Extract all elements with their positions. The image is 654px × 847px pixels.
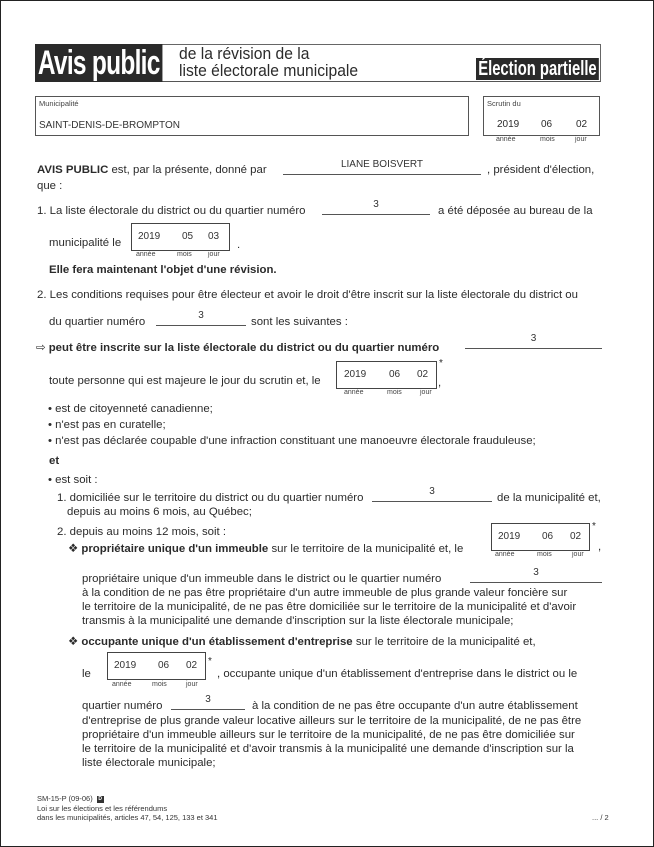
- section1-line1-after: a été déposée au bureau de la: [438, 205, 593, 217]
- caption-year: année: [136, 251, 156, 258]
- caption-month: mois: [177, 251, 192, 258]
- caption-year: année: [112, 681, 132, 688]
- subtitle-line-2: liste électorale municipale: [179, 61, 359, 80]
- date-year: 2019: [498, 531, 521, 542]
- owner-line3: à la condition de ne pas être propriétaire d'un autre immeuble de plus grande valeur foncière sur: [82, 587, 568, 599]
- owner-district-field[interactable]: 3: [470, 568, 602, 583]
- date-month: 06: [542, 531, 554, 542]
- date-day: 02: [570, 531, 582, 542]
- caption-day: jour: [572, 551, 584, 558]
- eligibility-district-field[interactable]: 3: [465, 334, 602, 349]
- item1-district-field[interactable]: 3: [372, 487, 492, 502]
- occupant-line6: le territoire de la municipalité et d'avoir transmis à la municipalité une demande d'inscription sur la: [82, 743, 574, 755]
- owner-text: sur le territoire de la municipalité et, le: [268, 543, 464, 555]
- section2-line2: du quartier numéro: [49, 316, 146, 328]
- caption-day: jour: [186, 681, 198, 688]
- caption-month: mois: [537, 551, 552, 558]
- caption-day: jour: [208, 251, 220, 258]
- law-reference-1: Loi sur les élections et les référendums: [37, 804, 168, 813]
- caption-year: année: [495, 551, 515, 558]
- election-type-tag: Élection partielle: [476, 58, 599, 80]
- caption-year: année: [496, 136, 516, 143]
- date-month: 05: [182, 231, 194, 242]
- owner-date-field[interactable]: [491, 523, 590, 551]
- intro-text: est, par la présente, donné par: [108, 164, 267, 176]
- diamond-bullet-icon: ❖: [68, 543, 79, 555]
- caption-month: mois: [152, 681, 167, 688]
- asterisk: *: [208, 656, 212, 667]
- occupant-le: le: [82, 668, 91, 680]
- item1-line1-after: de la municipalité et,: [497, 492, 601, 504]
- bullet-text: n'est pas déclarée coupable d'une infraction constituant une manoeuvre électorale frauduleuse;: [55, 435, 536, 447]
- majority-line: toute personne qui est majeure le jour du scrutin et, le: [49, 375, 321, 387]
- scrutin-year: 2019: [497, 119, 520, 130]
- date-year: 2019: [344, 369, 367, 380]
- caption-month: mois: [540, 136, 555, 143]
- eligibility-heading: [36, 340, 439, 354]
- arrow-right-icon: ⇨: [36, 342, 46, 354]
- municipality-label: Municipalité: [39, 99, 79, 108]
- form-code: [37, 794, 104, 803]
- date-year: 2019: [138, 231, 161, 242]
- caption-day: jour: [420, 389, 432, 396]
- scrutin-day: 02: [576, 119, 588, 130]
- item2-line1: 2. depuis au moins 12 mois, soit :: [57, 526, 227, 538]
- asterisk: *: [439, 358, 443, 369]
- occupant-text: sur le territoire de la municipalité et,: [352, 636, 536, 648]
- owner-line4: le territoire de la municipalité, de ne pas être domiciliée sur le territoire de la municipalité et d'avoir: [82, 601, 577, 613]
- section1-date-field[interactable]: [131, 223, 230, 251]
- bullet-text: est soit :: [55, 474, 98, 486]
- eligibility-heading-text: peut être inscrite sur la liste électorale du district ou du quartier numéro: [48, 342, 440, 354]
- bullet-item: • n'est pas déclarée coupable d'une infraction constituant une manoeuvre électorale frauduleuse;: [48, 435, 536, 447]
- comma: ,: [598, 541, 602, 553]
- bullet-item: • est soit :: [48, 474, 98, 486]
- item1-line2: depuis au moins 6 mois, au Québec;: [67, 506, 252, 518]
- municipality-field[interactable]: [35, 96, 469, 136]
- section2-line2-after: sont les suivantes :: [251, 316, 348, 328]
- date-day: 03: [208, 231, 220, 242]
- section1-revision-note: Elle fera maintenant l'objet d'une révision.: [49, 264, 277, 276]
- section1-period: .: [237, 239, 241, 251]
- section2-district-field[interactable]: 3: [156, 311, 246, 326]
- intro-que: que :: [37, 180, 63, 192]
- date-day: 02: [417, 369, 429, 380]
- logo-avis-public: Avis public: [35, 44, 163, 82]
- item1-line1: 1. domiciliée sur le territoire du district ou du quartier numéro: [57, 492, 364, 504]
- president-name-field[interactable]: LIANE BOISVERT: [283, 160, 481, 175]
- owner-line2: propriétaire unique d'un immeuble dans le district ou le quartier numéro: [82, 573, 442, 585]
- owner-bold: propriétaire unique d'un immeuble: [81, 543, 269, 555]
- date-month: 06: [158, 660, 170, 671]
- et-connector: et: [49, 455, 60, 467]
- owner-line: [68, 541, 463, 555]
- municipality-value: SAINT-DENIS-DE-BROMPTON: [39, 120, 180, 131]
- intro-line: [37, 164, 267, 176]
- occupant-line4: d'entreprise de plus grande valeur locative ailleurs sur le territoire de la municipalité, de ne pas être: [82, 715, 582, 727]
- intro-bold: AVIS PUBLIC: [37, 164, 109, 176]
- caption-year: année: [344, 389, 364, 396]
- diamond-bullet-icon: ❖: [68, 636, 79, 648]
- bullet-item: • n'est pas en curatelle;: [48, 419, 166, 431]
- occupant-district-field[interactable]: 3: [171, 695, 245, 710]
- occupant-line2: , occupante unique d'un établissement d'entreprise dans le district ou le: [217, 668, 578, 680]
- bullet-text: n'est pas en curatelle;: [55, 419, 166, 431]
- scrutin-month: 06: [541, 119, 553, 130]
- law-reference-2: dans les municipalités, articles 47, 54, 125, 133 et 341: [37, 813, 218, 822]
- intro-text-after: , président d'élection,: [487, 164, 595, 176]
- scrutin-label: Scrutin du: [487, 99, 521, 108]
- caption-day: jour: [575, 136, 587, 143]
- form-code-text: SM-15-P (09-06): [37, 794, 93, 803]
- occupant-line3-after: à la condition de ne pas être occupante d'un autre établissement: [252, 700, 578, 712]
- form-badge-icon: D: [98, 795, 103, 802]
- scrutin-date-field[interactable]: [483, 96, 600, 136]
- occupant-line5: propriétaire d'un immeuble ailleurs sur le territoire de la municipalité, de ne pas être domiciliée sur: [82, 729, 575, 741]
- date-day: 02: [186, 660, 198, 671]
- bullet-item: • est de citoyenneté canadienne;: [48, 403, 213, 415]
- section1-line1: 1. La liste électorale du district ou du quartier numéro: [37, 205, 306, 217]
- caption-month: mois: [387, 389, 402, 396]
- occupant-line7: liste électorale municipale;: [82, 757, 216, 769]
- occupant-date-field[interactable]: [107, 652, 206, 680]
- majority-date-field[interactable]: [336, 361, 437, 389]
- occupant-bold: occupante unique d'un établissement d'entreprise: [81, 636, 353, 648]
- asterisk: *: [592, 521, 596, 532]
- header-subtitle: [179, 45, 358, 79]
- subtitle-line-1: de la révision de la: [179, 44, 310, 63]
- section2-line1: 2. Les conditions requises pour être électeur et avoir le droit d'être inscrit sur la liste électorale du district ou: [37, 289, 578, 301]
- occupant-line: [68, 634, 536, 648]
- date-month: 06: [389, 369, 401, 380]
- occupant-line3: quartier numéro: [82, 700, 163, 712]
- comma: ,: [438, 377, 442, 389]
- section1-district-field[interactable]: 3: [322, 200, 430, 215]
- page-continuation: ... / 2: [592, 813, 609, 822]
- owner-line5: transmis à la municipalité une demande d'inscription sur la liste électorale municipale;: [82, 615, 514, 627]
- section1-line2: municipalité le: [49, 237, 122, 249]
- bullet-text: est de citoyenneté canadienne;: [55, 403, 213, 415]
- date-year: 2019: [114, 660, 137, 671]
